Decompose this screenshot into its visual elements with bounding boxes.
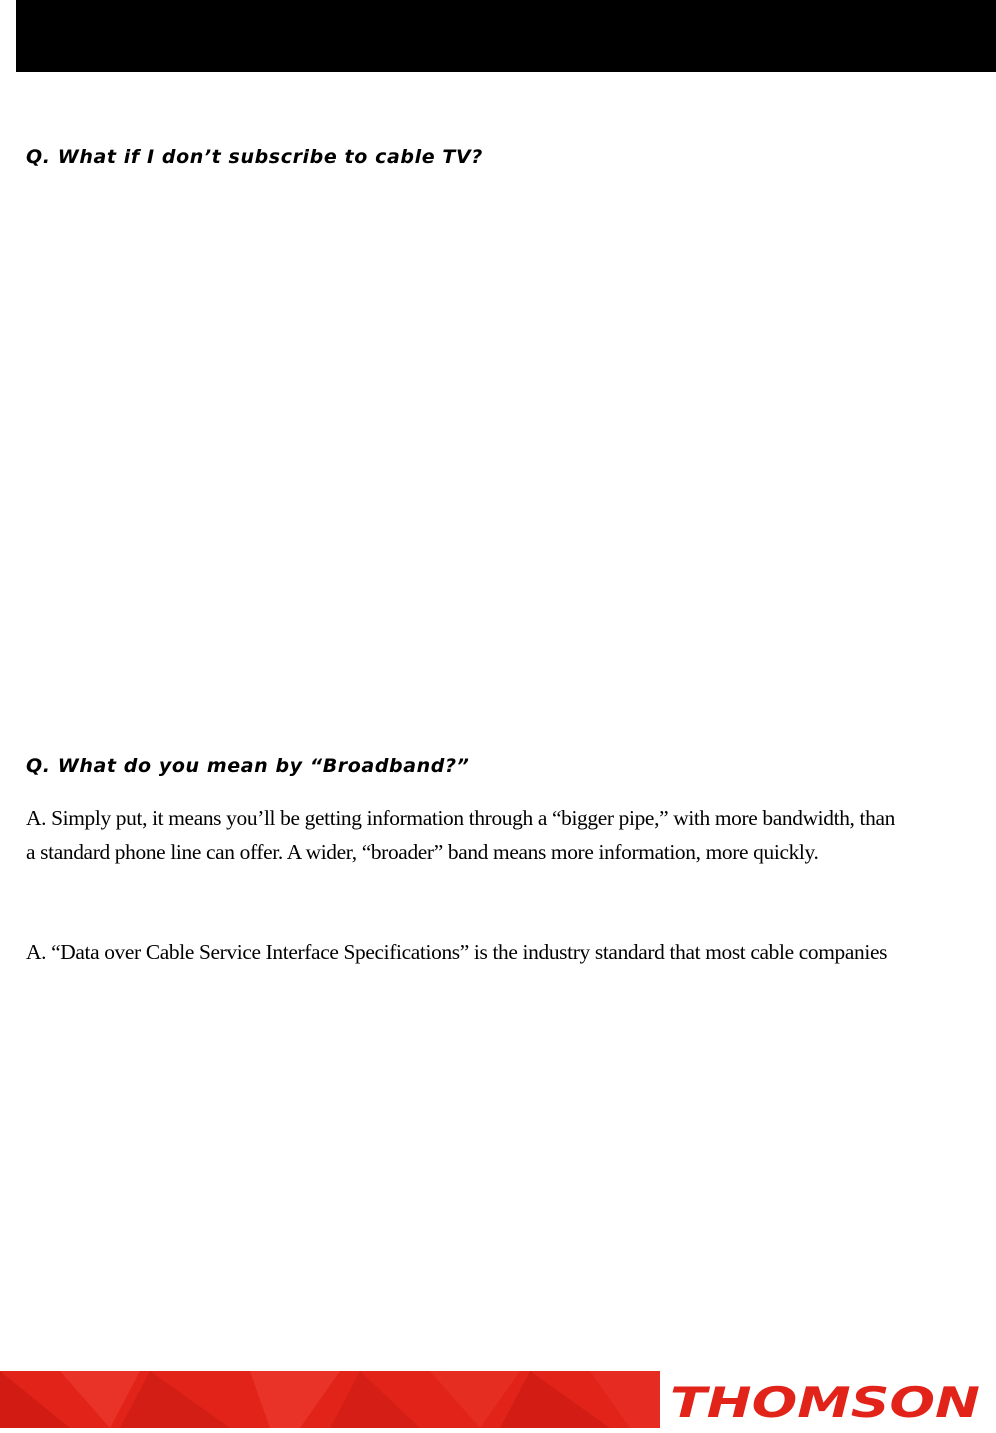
faq-question-broadband: Q. What do you mean by “Broadband?”: [26, 755, 470, 777]
answer-line: A. “Data over Cable Service Interface Specifications” is the industry standard that most cable companies: [26, 940, 888, 964]
thomson-logo: [660, 1371, 996, 1428]
faq-question-cable-tv: Q. What if I don’t subscribe to cable TV?: [26, 146, 483, 168]
svg-text:THOMSON: THOMSON: [670, 1378, 980, 1427]
answer-line: A. Simply put, it means you’ll be getting information through a “bigger pipe,” with more bandwidth, than: [26, 806, 895, 830]
answer-line: a standard phone line can offer. A wider, “broader” band means more information, more quickly.: [26, 840, 819, 864]
header-bar: [16, 0, 996, 72]
